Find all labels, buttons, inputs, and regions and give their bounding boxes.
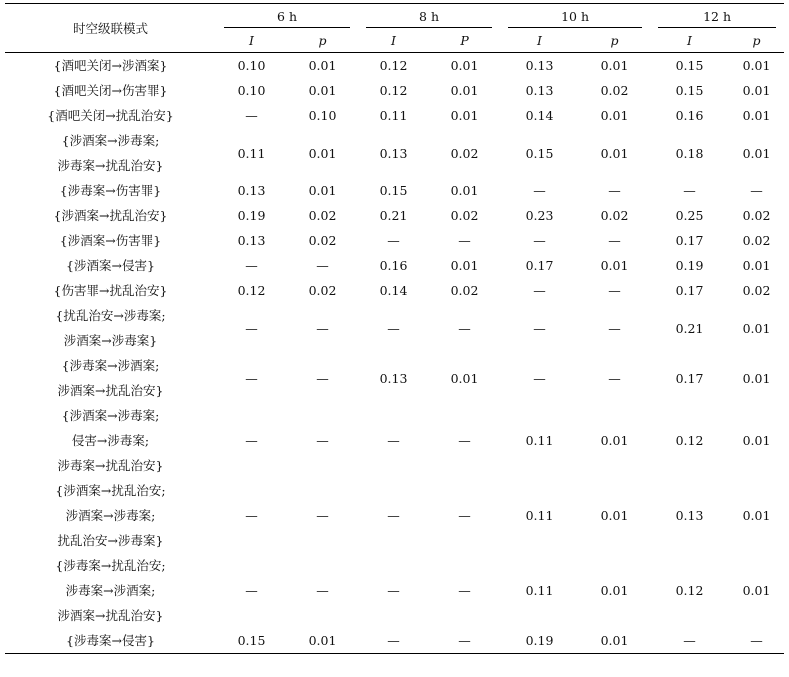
p-value-cell: 0.01 <box>742 433 771 448</box>
p-value-cell: 0.01 <box>742 583 771 598</box>
pattern-line: {涉毒案→伤害罪} <box>59 183 162 198</box>
subcol-header: I <box>249 32 254 48</box>
p-value-cell: 0.02 <box>450 283 479 298</box>
i-value-cell: 0.15 <box>237 633 266 648</box>
i-value-cell: 0.16 <box>675 108 704 123</box>
subcol-header: I <box>391 32 396 48</box>
p-value-cell: — <box>458 233 471 248</box>
p-value-cell: — <box>608 183 621 198</box>
subcol-header: p <box>318 32 327 48</box>
p-value-cell: 0.01 <box>742 370 771 386</box>
pattern-line: 涉酒案→涉毒案; <box>65 508 156 523</box>
pattern-cell <box>5 103 216 128</box>
i-value-cell: 0.11 <box>525 583 554 598</box>
pattern-line: {酒吧关闭→伤害罪} <box>53 83 168 98</box>
pattern-cell <box>5 203 216 228</box>
p-value-cell: 0.01 <box>308 145 337 161</box>
i-value-cell: 0.10 <box>237 83 266 98</box>
pattern-line: {酒吧关闭→涉酒案} <box>53 58 168 73</box>
p-value-cell: 0.02 <box>742 233 771 248</box>
table-row <box>5 628 784 654</box>
p-value-cell: — <box>608 283 621 298</box>
table-page <box>0 3 789 677</box>
p-value-cell: — <box>458 508 471 523</box>
i-value-cell: 0.16 <box>379 258 408 273</box>
p-value-cell: 0.02 <box>450 145 479 161</box>
pattern-cell <box>5 178 216 203</box>
pattern-line: {涉酒案→侵害} <box>66 258 155 273</box>
pattern-cell <box>5 53 216 79</box>
table-row <box>5 303 784 353</box>
pattern-cell <box>5 253 216 278</box>
p-value-cell: 0.02 <box>600 208 629 223</box>
i-value-cell: — <box>683 633 696 648</box>
i-value-cell: — <box>533 183 546 198</box>
pattern-line: {伤害罪→扰乱治安} <box>53 283 168 298</box>
p-value-cell: 0.01 <box>742 258 771 273</box>
table-row <box>5 478 784 553</box>
i-value-cell: — <box>533 233 546 248</box>
p-value-cell: 0.02 <box>308 283 337 298</box>
i-value-cell: 0.11 <box>237 145 266 161</box>
subcol-header: p <box>752 32 761 48</box>
p-value-cell: 0.01 <box>600 258 629 273</box>
pattern-line: {涉酒案→扰乱治安} <box>53 208 168 223</box>
i-value-cell: 0.11 <box>525 433 554 448</box>
pattern-line: {涉酒案→涉毒案; <box>61 408 160 423</box>
p-value-cell: — <box>458 583 471 598</box>
table-row <box>5 403 784 478</box>
pattern-line: 涉毒案→扰乱治安} <box>57 458 164 473</box>
pattern-line: 涉酒案→扰乱治安} <box>57 383 164 398</box>
i-value-cell: 0.19 <box>237 208 266 223</box>
i-value-cell: 0.18 <box>675 145 704 161</box>
table-row <box>5 78 784 103</box>
i-value-cell: 0.15 <box>525 145 554 161</box>
p-value-cell: — <box>316 320 329 336</box>
pattern-cell <box>5 478 216 553</box>
p-value-cell: — <box>458 433 471 448</box>
pattern-line: {扰乱治安→涉毒案; <box>55 308 166 323</box>
pattern-cell <box>5 128 216 178</box>
group-header-8h: 8 h <box>358 4 500 29</box>
pattern-cell <box>5 228 216 253</box>
i-value-cell: — <box>245 370 258 386</box>
p-value-cell: 0.10 <box>308 108 337 123</box>
pattern-line: 侵害→涉毒案; <box>71 433 150 448</box>
p-value-cell: 0.01 <box>742 58 771 73</box>
pattern-cell <box>5 78 216 103</box>
i-value-cell: — <box>387 433 400 448</box>
table-row <box>5 103 784 128</box>
i-value-cell: — <box>245 258 258 273</box>
p-value-cell: 0.02 <box>742 283 771 298</box>
pattern-cell <box>5 628 216 654</box>
p-value-cell: 0.01 <box>600 433 629 448</box>
subcol-header: I <box>687 32 692 48</box>
header-row-groups <box>5 4 784 29</box>
i-value-cell: 0.17 <box>675 283 704 298</box>
p-value-cell: 0.01 <box>450 58 479 73</box>
i-value-cell: 0.11 <box>379 108 408 123</box>
i-value-cell: 0.12 <box>379 83 408 98</box>
p-value-cell: — <box>316 583 329 598</box>
i-value-cell: — <box>245 433 258 448</box>
table-row <box>5 253 784 278</box>
i-value-cell: — <box>387 320 400 336</box>
pattern-line: 扰乱治安→涉毒案} <box>57 533 164 548</box>
p-value-cell: 0.02 <box>450 208 479 223</box>
i-value-cell: 0.10 <box>237 58 266 73</box>
i-value-cell: 0.17 <box>675 370 704 386</box>
p-value-cell: 0.01 <box>742 320 771 336</box>
p-value-cell: 0.02 <box>308 208 337 223</box>
p-value-cell: — <box>458 320 471 336</box>
i-value-cell: 0.19 <box>525 633 554 648</box>
i-value-cell: — <box>245 320 258 336</box>
p-value-cell: 0.01 <box>742 83 771 98</box>
p-value-cell: 0.01 <box>600 583 629 598</box>
p-value-cell: 0.01 <box>600 108 629 123</box>
subcol-header: P <box>460 32 469 48</box>
i-value-cell: 0.13 <box>525 83 554 98</box>
p-value-cell: — <box>750 633 763 648</box>
table-row <box>5 228 784 253</box>
p-value-cell: — <box>316 433 329 448</box>
p-value-cell: 0.01 <box>308 58 337 73</box>
i-value-cell: — <box>683 183 696 198</box>
i-value-cell: 0.13 <box>525 58 554 73</box>
p-value-cell: 0.01 <box>742 145 771 161</box>
i-value-cell: — <box>245 508 258 523</box>
group-header-6h: 6 h <box>216 4 358 29</box>
i-value-cell: — <box>533 283 546 298</box>
i-value-cell: 0.21 <box>379 208 408 223</box>
p-value-cell: — <box>608 233 621 248</box>
i-value-cell: 0.14 <box>525 108 554 123</box>
pattern-line: {涉毒案→扰乱治安; <box>55 558 166 573</box>
pattern-cell <box>5 403 216 478</box>
p-value-cell: 0.02 <box>308 233 337 248</box>
table-row <box>5 553 784 628</box>
i-value-cell: 0.15 <box>675 58 704 73</box>
i-value-cell: 0.13 <box>237 233 266 248</box>
i-value-cell: 0.19 <box>675 258 704 273</box>
group-header-10h: 10 h <box>500 4 650 29</box>
i-value-cell: 0.13 <box>379 145 408 161</box>
subcol-header: p <box>610 32 619 48</box>
table-body <box>5 53 784 654</box>
i-value-cell: 0.15 <box>379 183 408 198</box>
p-value-cell: — <box>750 183 763 198</box>
i-value-cell: — <box>245 108 258 123</box>
i-value-cell: — <box>387 633 400 648</box>
p-value-cell: 0.02 <box>742 208 771 223</box>
pattern-cell <box>5 278 216 303</box>
pattern-line: 涉毒案→扰乱治安} <box>57 158 164 173</box>
i-value-cell: 0.11 <box>525 508 554 523</box>
table-row <box>5 128 784 178</box>
i-value-cell: — <box>387 583 400 598</box>
subcol-header: I <box>537 32 542 48</box>
p-value-cell: — <box>608 320 621 336</box>
i-value-cell: — <box>387 508 400 523</box>
p-value-cell: 0.01 <box>600 508 629 523</box>
p-value-cell: 0.02 <box>600 83 629 98</box>
pattern-line: {涉酒案→涉毒案; <box>61 133 160 148</box>
table-row <box>5 203 784 228</box>
i-value-cell: 0.21 <box>675 320 704 336</box>
pattern-column-header: 时空级联模式 <box>5 4 216 53</box>
p-value-cell: 0.01 <box>600 145 629 161</box>
p-value-cell: — <box>458 633 471 648</box>
p-value-cell: — <box>316 258 329 273</box>
i-value-cell: — <box>387 233 400 248</box>
pattern-line: 涉酒案→涉毒案} <box>63 333 158 348</box>
pattern-cell <box>5 553 216 628</box>
p-value-cell: — <box>316 370 329 386</box>
p-value-cell: 0.01 <box>450 83 479 98</box>
i-value-cell: 0.13 <box>379 370 408 386</box>
p-value-cell: 0.01 <box>308 183 337 198</box>
i-value-cell: 0.15 <box>675 83 704 98</box>
pattern-line: {酒吧关闭→扰乱治安} <box>47 108 174 123</box>
i-value-cell: 0.23 <box>525 208 554 223</box>
p-value-cell: 0.01 <box>450 108 479 123</box>
p-value-cell: 0.01 <box>742 108 771 123</box>
p-value-cell: 0.01 <box>600 58 629 73</box>
p-value-cell: 0.01 <box>742 508 771 523</box>
i-value-cell: 0.13 <box>237 183 266 198</box>
i-value-cell: — <box>533 320 546 336</box>
p-value-cell: 0.01 <box>450 258 479 273</box>
i-value-cell: — <box>533 370 546 386</box>
group-header-12h: 12 h <box>650 4 784 29</box>
p-value-cell: 0.01 <box>308 83 337 98</box>
p-value-cell: 0.01 <box>450 370 479 386</box>
cascade-pattern-table <box>5 3 784 654</box>
i-value-cell: 0.25 <box>675 208 704 223</box>
pattern-line: 涉酒案→扰乱治安} <box>57 608 164 623</box>
table-row <box>5 353 784 403</box>
pattern-line: 涉毒案→涉酒案; <box>65 583 156 598</box>
i-value-cell: — <box>245 583 258 598</box>
pattern-cell <box>5 303 216 353</box>
p-value-cell: — <box>608 370 621 386</box>
i-value-cell: 0.12 <box>237 283 266 298</box>
i-value-cell: 0.12 <box>379 58 408 73</box>
i-value-cell: 0.14 <box>379 283 408 298</box>
table-row <box>5 178 784 203</box>
i-value-cell: 0.17 <box>675 233 704 248</box>
i-value-cell: 0.12 <box>675 433 704 448</box>
pattern-cell <box>5 353 216 403</box>
p-value-cell: — <box>316 508 329 523</box>
i-value-cell: 0.12 <box>675 583 704 598</box>
i-value-cell: 0.17 <box>525 258 554 273</box>
p-value-cell: 0.01 <box>450 183 479 198</box>
p-value-cell: 0.01 <box>600 633 629 648</box>
pattern-line: {涉毒案→涉酒案; <box>61 358 160 373</box>
pattern-line: {涉毒案→侵害} <box>66 633 155 648</box>
table-row <box>5 278 784 303</box>
i-value-cell: 0.13 <box>675 508 704 523</box>
table-row <box>5 53 784 79</box>
pattern-line: {涉酒案→伤害罪} <box>59 233 162 248</box>
pattern-line: {涉酒案→扰乱治安; <box>55 483 166 498</box>
p-value-cell: 0.01 <box>308 633 337 648</box>
